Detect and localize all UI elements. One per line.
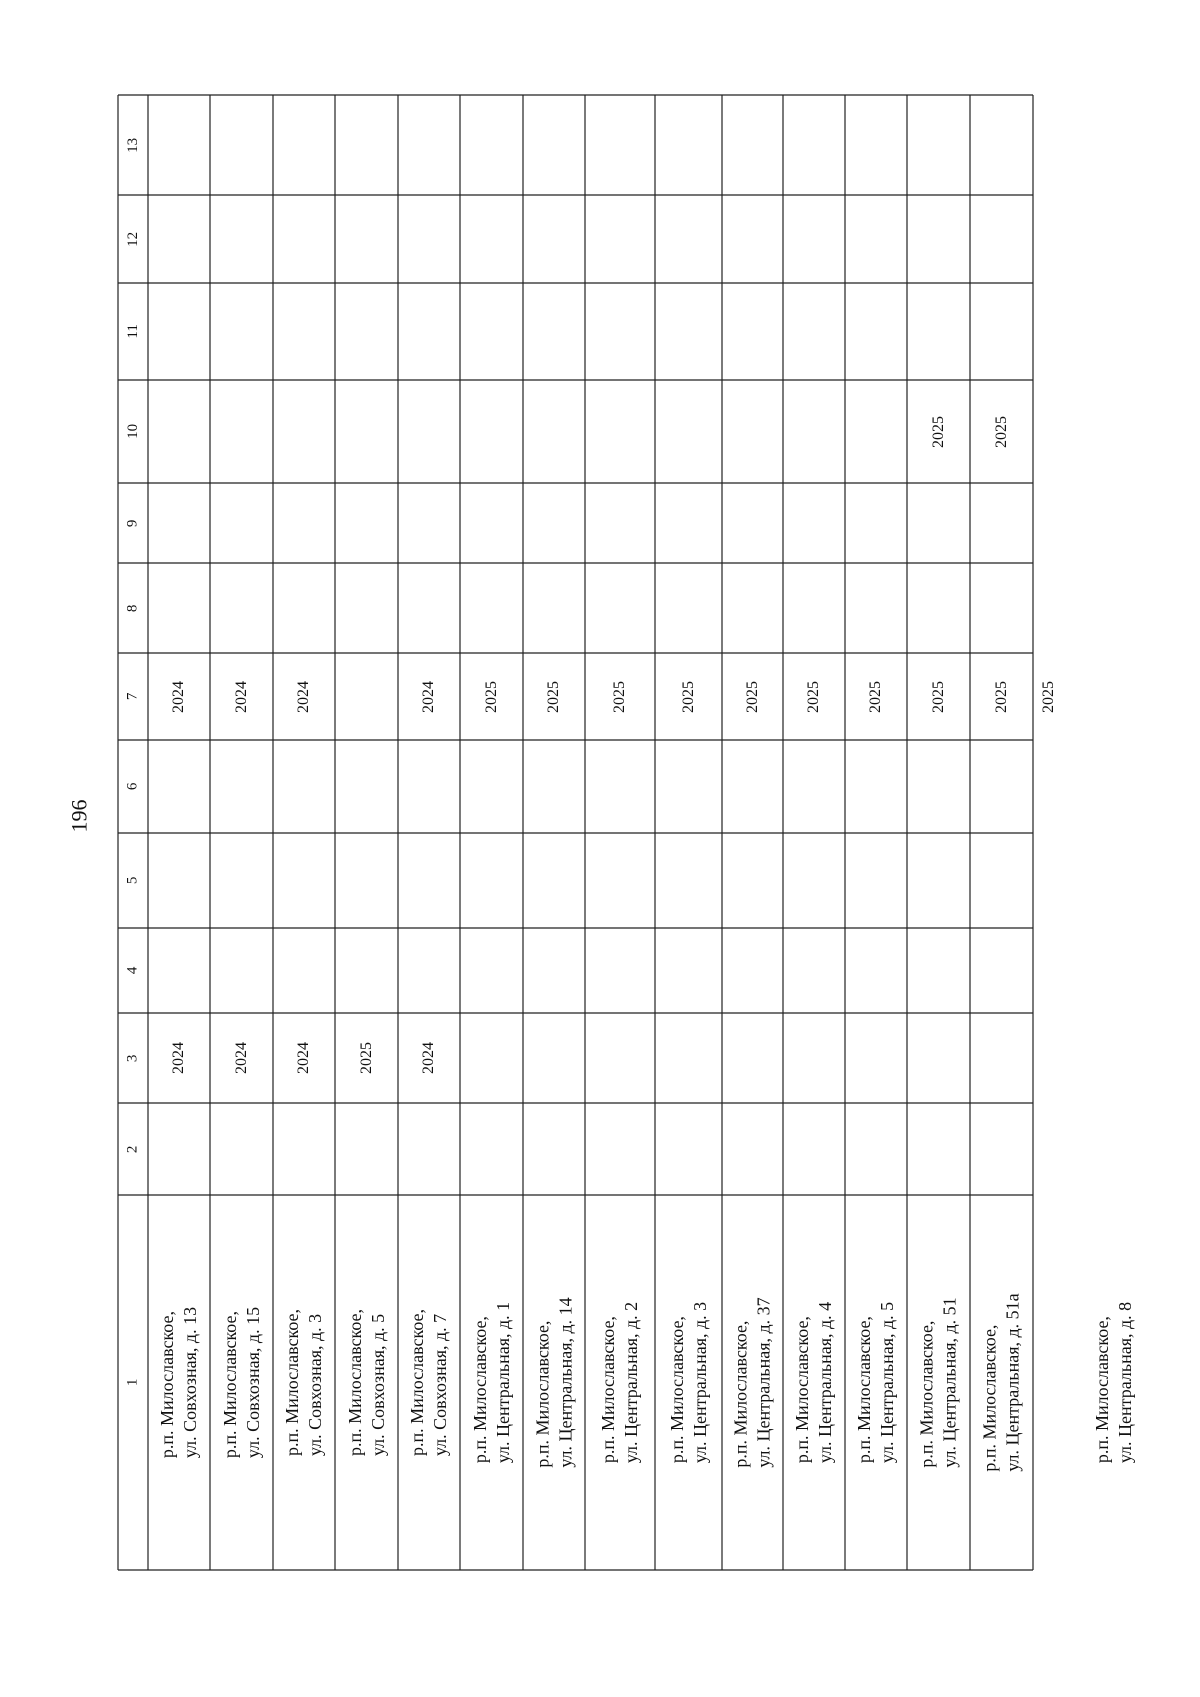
address-line-1: р.п. Милославское, [598,1316,619,1464]
address-line-1: р.п. Милославское, [220,1311,240,1459]
year-value: 2025 [679,680,697,713]
address-cell [783,1195,845,1570]
year-value: 2024 [170,1042,187,1074]
address-line-2: ул. Совхозная, д. 13 [180,1306,200,1459]
header-label: 7 [124,692,141,701]
address-cell [460,1195,523,1570]
address-cell [907,1195,970,1570]
address-cell [210,1195,273,1570]
year-cell-col-7 [148,653,210,740]
address-line-1: р.п. Милославское, [792,1316,813,1464]
address-line-2: ул. Центральная, д. 4 [815,1301,836,1464]
year-value: 2024 [170,680,187,713]
address-text [469,1302,514,1463]
address-line-2: ул. Центральная, д. 8 [1114,1301,1135,1464]
address-line-2: ул. Центральная, д. 51 [939,1297,960,1468]
year-cell-col-3 [335,1013,398,1103]
header-cell-11 [118,283,148,380]
year-value: 2025 [611,680,628,713]
year-cell-col-10 [907,380,970,483]
address-text [344,1309,389,1456]
year-cell-col-7 [523,653,585,740]
year-cell-col-7 [273,653,335,740]
header-cell-2 [118,1103,148,1195]
address-line-1: р.п. Милославское, [532,1320,553,1468]
address-line-2: ул. Совхозная, д. 15 [242,1306,263,1459]
address-cell [148,1195,210,1570]
header-label: 1 [124,1378,141,1387]
header-cell-1 [118,1195,148,1570]
address-line-1: р.п. Милославское, [282,1308,303,1457]
year-value: 2024 [232,680,250,713]
address-line-1: р.п. Милославское, [470,1316,491,1464]
year-value: 2025 [1040,680,1057,713]
header-cell-4 [118,928,148,1013]
address-text [1091,1302,1136,1463]
header-label: 11 [124,324,141,339]
year-cell-col-7 [783,653,845,740]
year-cell-col-7 [907,653,970,740]
address-text [854,1302,899,1463]
year-cell-col-3 [148,1013,210,1103]
header-label: 12 [124,231,141,247]
address-text [157,1307,202,1458]
year-cell-col-7 [460,653,523,740]
year-value: 2024 [232,1042,250,1074]
address-text [792,1302,837,1463]
year-value: 2025 [867,680,884,713]
year-cell-col-7 [398,653,460,740]
header-cell-9 [118,483,148,563]
address-line-1: р.п. Милославское, [407,1308,428,1457]
address-line-2: ул. Совхозная, д. 3 [305,1313,325,1457]
header-cell-5 [118,833,148,928]
address-text [666,1302,711,1463]
year-value: 2025 [929,680,947,713]
header-cell-8 [118,563,148,653]
address-text [598,1302,643,1463]
address-cell [1033,1195,1194,1570]
header-cell-12 [118,195,148,283]
header-label: 4 [124,966,141,975]
header-label: 2 [124,1145,141,1153]
address-text [282,1309,327,1456]
address-cell [722,1195,783,1570]
address-line-1: р.п. Милославское, [667,1316,688,1464]
address-cell [398,1195,460,1570]
year-cell-col-7 [655,653,722,740]
year-cell-col-3 [398,1013,460,1103]
address-text [916,1297,961,1467]
address-cell [970,1195,1033,1570]
year-cell-col-10 [970,380,1033,483]
address-text [407,1309,452,1456]
year-value: 2025 [992,415,1010,448]
year-value: 2024 [420,1042,437,1074]
address-text [219,1307,264,1458]
address-line-2: ул. Центральная, д. 1 [492,1301,513,1464]
header-label: 3 [124,1054,141,1062]
year-value: 2025 [929,415,947,448]
year-cell-col-7 [210,653,273,740]
address-cell [585,1195,655,1570]
header-cell-7 [118,653,148,740]
year-value: 2024 [295,680,312,713]
address-line-1: р.п. Милославское, [854,1316,875,1464]
address-line-2: ул. Центральная, д. 2 [621,1301,642,1464]
address-line-1: р.п. Милославское, [345,1308,365,1457]
address-text [730,1297,775,1467]
address-line-1: р.п. Милославское, [731,1320,752,1468]
year-value: 2024 [420,680,437,713]
year-cell-col-3 [210,1013,273,1103]
year-value: 2025 [992,680,1010,713]
year-cell-col-7 [585,653,655,740]
address-text [979,1293,1024,1471]
address-cell [335,1195,398,1570]
address-line-1: р.п. Милославское, [980,1324,1001,1472]
year-cell-col-7 [845,653,907,740]
address-cell [845,1195,907,1570]
address-line-2: ул. Центральная, д. 3 [689,1301,710,1464]
address-cell [655,1195,722,1570]
header-cell-3 [118,1013,148,1103]
year-cell-col-3 [273,1013,335,1103]
year-value: 2025 [357,1042,375,1074]
address-line-2: ул. Совхозная, д. 7 [430,1313,450,1457]
address-line-1: р.п. Милославское, [917,1320,938,1468]
year-value: 2025 [805,680,822,713]
year-cell-col-7 [970,653,1033,740]
address-line-1: р.п. Милославское, [157,1311,178,1459]
address-line-2: ул. Центральная, д. 37 [753,1297,774,1468]
address-cell [523,1195,585,1570]
year-cell-col-7 [722,653,783,740]
address-line-1: р.п. Милославское, [1092,1316,1113,1464]
header-label: 6 [124,782,141,791]
header-label: 5 [124,876,141,885]
year-value: 2025 [743,680,761,713]
header-cell-6 [118,740,148,833]
address-cell [273,1195,335,1570]
address-line-2: ул. Центральная, д. 14 [555,1297,576,1468]
header-label: 8 [124,604,141,612]
header-label: 9 [124,519,141,527]
year-cell-col-7 [1033,653,1065,740]
header-label: 13 [124,137,141,153]
page-number-text: 196 [66,799,91,833]
address-text [532,1297,577,1467]
header-cell-10 [118,380,148,483]
header-label: 10 [124,424,141,439]
header-cell-13 [118,95,148,195]
address-line-2: ул. Совхозная, д. 5 [367,1313,388,1457]
year-value: 2024 [295,1042,312,1074]
year-value: 2025 [545,680,562,713]
address-line-2: ул. Центральная, д. 5 [877,1301,898,1464]
address-line-2: ул. Центральная, д. 51а [1002,1293,1023,1472]
year-value: 2025 [482,680,500,713]
